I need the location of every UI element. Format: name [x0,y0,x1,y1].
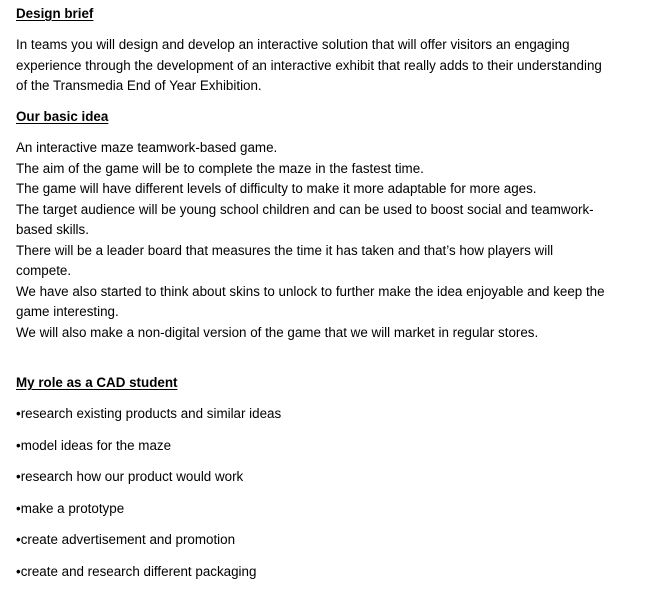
basic-idea-line: There will be a leader board that measures the time it has taken and that’s how players will [16,242,554,258]
basic-idea-line: The target audience will be young school children and can be used to boost social and teamwork- [16,201,594,217]
basic-idea-line: We will also make a non-digital version of the game that we will market in regular stores. [16,324,539,340]
design-brief-heading: Design brief [16,6,94,21]
role-bullet-item: •research existing products and similar ideas [16,406,282,421]
design-brief-line: of the Transmedia End of Year Exhibition. [16,78,262,93]
role-heading: My role as a CAD student [16,375,178,390]
design-brief-line: In teams you will design and develop an interactive solution that will offer visitors an engaging [16,37,570,52]
role-bullet-item: •make a prototype [16,501,125,516]
basic-idea-line: The game will have different levels of difficulty to make it more adaptable for more ages. [16,181,537,196]
basic-idea-paragraph [16,138,605,343]
basic-idea-line: An interactive maze teamwork-based game. [16,140,278,155]
basic-idea-line: game interesting. [16,304,119,319]
basic-idea-line: We have also started to think about skins to unlock to further make the idea enjoyable and keep the [16,283,605,299]
basic-idea-heading: Our basic idea [16,109,109,124]
design-brief-line: experience through the development of an interactive exhibit that really adds to their understanding [16,57,602,73]
design-brief-paragraph [16,35,602,97]
role-bullet-item: •create and research different packaging [16,564,257,579]
basic-idea-line: The aim of the game will be to complete the maze in the fastest time. [16,160,424,176]
role-bullet-item: •research how our product would work [16,469,244,484]
role-bullet-item: •model ideas for the maze [16,438,172,453]
basic-idea-line: compete. [16,263,72,278]
basic-idea-line: based skills. [16,222,89,237]
role-bullet-item: •create advertisement and promotion [16,532,236,547]
